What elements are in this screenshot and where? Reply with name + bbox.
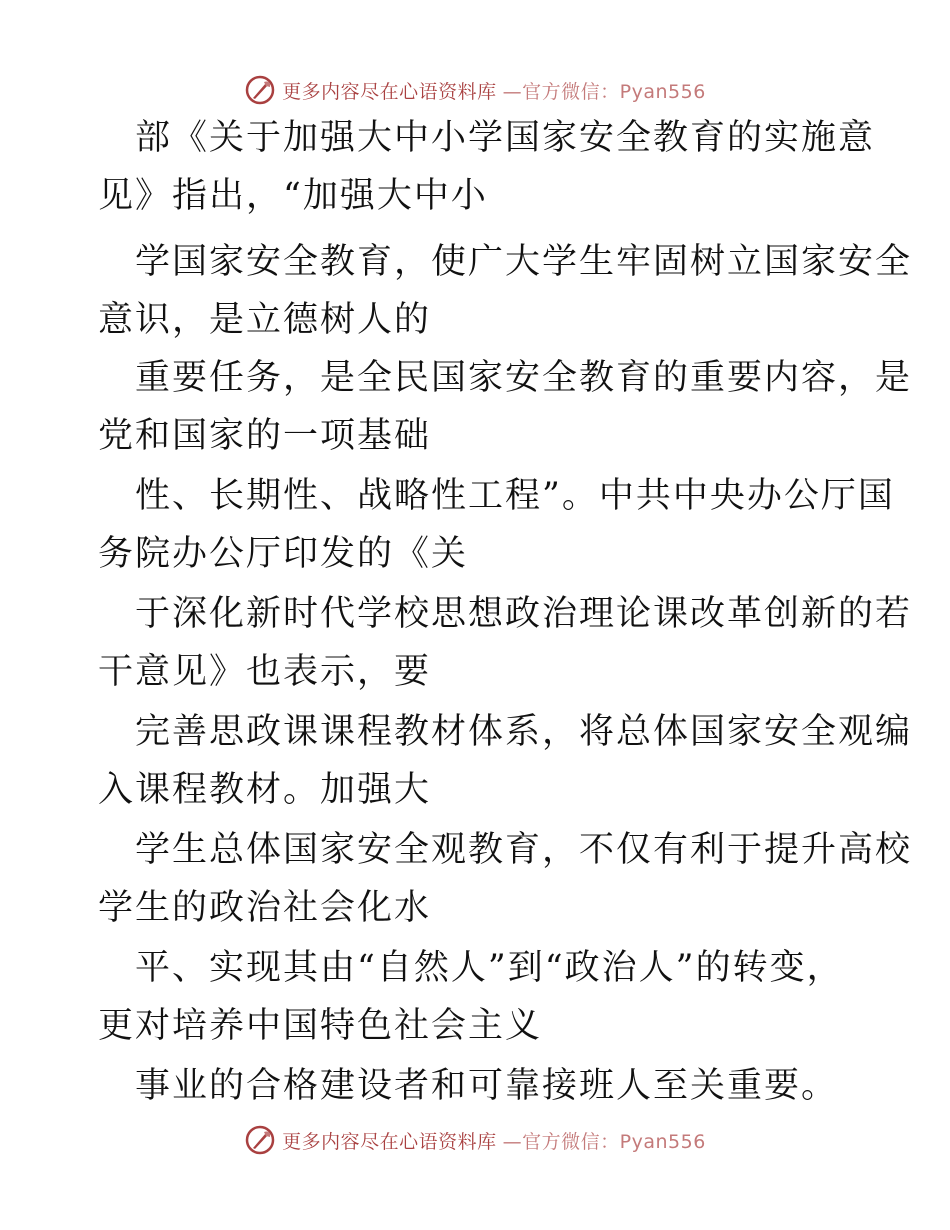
- watermark-contact: —官方微信：Pyan556: [502, 1130, 706, 1153]
- feather-pen-logo-icon: [244, 74, 276, 106]
- header-watermark: [0, 70, 950, 110]
- text-line: 意识，是立德树人的: [98, 300, 432, 340]
- text-line: 见》指出，“加强大中小: [98, 176, 488, 216]
- text-line: 性、长期性、战略性工程”。中共中央办公厅国: [135, 476, 895, 516]
- watermark-text: 更多内容尽在心语资料库: [282, 80, 497, 103]
- text-line: 学国家安全教育，使广大学生牢固树立国家安全: [135, 242, 913, 282]
- text-line: 事业的合格建设者和可靠接班人至关重要。: [135, 1066, 839, 1106]
- text-line: 学生的政治社会化水: [98, 888, 432, 928]
- watermark-text: 更多内容尽在心语资料库: [282, 1130, 497, 1153]
- text-line: 干意见》也表示，要: [98, 652, 432, 692]
- text-line: 于深化新时代学校思想政治理论课改革创新的若: [135, 594, 913, 634]
- text-line: 更对培养中国特色社会主义: [98, 1006, 543, 1046]
- text-line: 入课程教材。加强大: [98, 770, 432, 810]
- watermark-contact: —官方微信：Pyan556: [502, 80, 706, 103]
- text-line: 党和国家的一项基础: [98, 416, 432, 456]
- text-line: 完善思政课课程教材体系，将总体国家安全观编: [135, 712, 913, 752]
- text-line: 平、实现其由“自然人”到“政治人”的转变，: [135, 948, 844, 988]
- text-line: 重要任务，是全民国家安全教育的重要内容，是: [135, 358, 913, 398]
- feather-pen-logo-icon: [244, 1124, 276, 1156]
- text-line: 部《关于加强大中小学国家安全教育的实施意: [135, 118, 876, 158]
- footer-watermark: [0, 1120, 950, 1160]
- text-line: 学生总体国家安全观教育，不仅有利于提升高校: [135, 830, 913, 870]
- text-line: 务院办公厅印发的《关: [98, 534, 469, 574]
